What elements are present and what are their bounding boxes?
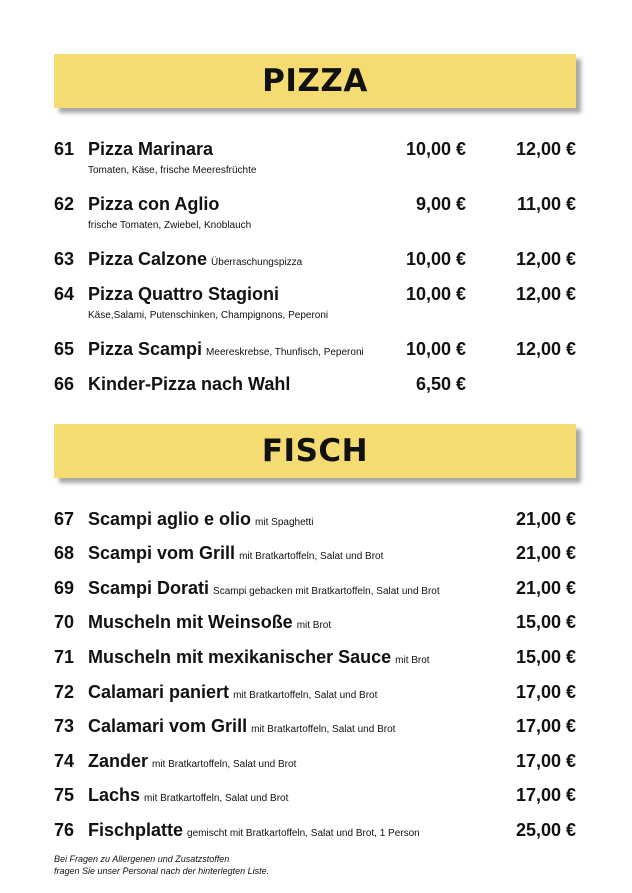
item-number: 67	[54, 509, 75, 529]
item-price-small: 10,00 €	[405, 249, 466, 269]
item-note: mit Bratkartoffeln, Salat und Brot	[233, 690, 378, 701]
item-price-large: 12,00 €	[515, 249, 576, 269]
item-price: 15,00 €	[515, 647, 576, 667]
menu-item-62	[54, 194, 594, 231]
item-price: 21,00 €	[515, 543, 576, 563]
item-name-text: Zander	[88, 751, 149, 771]
menu-item-68	[54, 543, 594, 567]
item-price: 25,00 €	[515, 820, 576, 840]
item-name-text: Pizza Calzone	[88, 249, 208, 269]
allergen-notice	[54, 853, 269, 877]
allergen-notice-line1: Bei Fragen zu Allergenen und Zusatzstoffen	[54, 854, 230, 864]
menu-item-63	[54, 249, 594, 273]
item-note: mit Bratkartoffeln, Salat und Brot	[239, 551, 384, 562]
item-price-small: 9,00 €	[415, 194, 466, 214]
item-price-small: 10,00 €	[405, 139, 466, 159]
item-note: mit Bratkartoffeln, Salat und Brot	[251, 724, 396, 735]
item-number: 70	[54, 612, 75, 632]
item-price-large: 12,00 €	[515, 139, 576, 159]
item-name	[88, 612, 331, 633]
item-note: mit Brot	[296, 620, 332, 631]
item-number: 75	[54, 785, 75, 805]
item-note: Scampi gebacken mit Bratkartoffeln, Salat und Brot	[213, 586, 440, 597]
item-price: 21,00 €	[515, 578, 576, 598]
item-number: 68	[54, 543, 75, 563]
item-price: 17,00 €	[515, 682, 576, 702]
menu-item-71	[54, 647, 594, 671]
item-number: 65	[54, 339, 75, 359]
item-name-text: Pizza Scampi	[88, 339, 203, 359]
item-name	[88, 139, 213, 160]
item-number: 66	[54, 374, 75, 394]
item-price: 17,00 €	[515, 716, 576, 736]
item-price: 15,00 €	[515, 612, 576, 632]
item-name	[88, 716, 395, 737]
item-price: 17,00 €	[515, 785, 576, 805]
item-note: Überraschungspizza	[211, 257, 303, 268]
item-name	[88, 339, 364, 360]
item-name-text: Scampi Dorati	[88, 578, 210, 598]
item-price: 17,00 €	[515, 751, 576, 771]
menu-item-69	[54, 578, 594, 602]
menu-item-66	[54, 374, 594, 398]
item-name-text: Pizza Quattro Stagioni	[88, 284, 280, 304]
item-price-large: 12,00 €	[515, 339, 576, 359]
item-name	[88, 751, 296, 772]
item-name-text: Scampi vom Grill	[88, 543, 236, 563]
menu-item-70	[54, 612, 594, 636]
item-note: gemischt mit Bratkartoffeln, Salat und Brot, 1 Person	[187, 828, 420, 839]
item-note: mit Bratkartoffeln, Salat und Brot	[144, 793, 289, 804]
fisch-section-header	[54, 424, 576, 478]
item-name	[88, 647, 430, 668]
item-description: frische Tomaten, Zwiebel, Knoblauch	[88, 220, 252, 231]
item-name-text: Scampi aglio e olio	[88, 509, 252, 529]
item-price-small: 6,50 €	[415, 374, 466, 394]
menu-item-65	[54, 339, 594, 363]
item-number: 64	[54, 284, 75, 304]
item-name	[88, 543, 383, 564]
item-number: 76	[54, 820, 75, 840]
item-number: 72	[54, 682, 75, 702]
item-number: 61	[54, 139, 75, 159]
item-name	[88, 249, 302, 270]
menu-item-73	[54, 716, 594, 740]
item-name-text: Muscheln mit mexikanischer Sauce	[88, 647, 392, 667]
menu-item-67	[54, 509, 594, 533]
item-note: mit Spaghetti	[255, 517, 314, 528]
item-note: Meereskrebse, Thunfisch, Peperoni	[206, 347, 364, 358]
item-name	[88, 820, 420, 841]
item-name-text: Kinder-Pizza nach Wahl	[88, 374, 291, 394]
menu-item-75	[54, 785, 594, 809]
menu-item-61	[54, 139, 594, 176]
item-name	[88, 194, 219, 215]
item-note: mit Brot	[395, 655, 430, 666]
item-price: 21,00 €	[515, 509, 576, 529]
item-name-text: Calamari paniert	[88, 682, 230, 702]
item-price-small: 10,00 €	[405, 284, 466, 304]
pizza-section-header	[54, 54, 576, 108]
menu-item-64	[54, 284, 594, 321]
item-number: 69	[54, 578, 75, 598]
item-number: 74	[54, 751, 75, 771]
menu-item-72	[54, 682, 594, 706]
item-price-large: 11,00 €	[516, 194, 576, 214]
item-name	[88, 682, 377, 703]
item-number: 73	[54, 716, 75, 736]
item-name-text: Calamari vom Grill	[88, 716, 248, 736]
item-name	[88, 374, 290, 395]
item-price-large: 12,00 €	[515, 284, 576, 304]
allergen-notice-line2: fragen Sie unser Personal nach der hinterlegten Liste.	[54, 866, 270, 876]
item-name-text: Lachs	[88, 785, 141, 805]
item-name-text: Fischplatte	[88, 820, 184, 840]
item-number: 71	[54, 647, 75, 667]
item-name-text: Pizza Marinara	[88, 139, 214, 159]
item-name-text: Pizza con Aglio	[88, 194, 220, 214]
item-description: Tomaten, Käse, frische Meeresfrüchte	[88, 165, 257, 176]
menu-item-74	[54, 751, 594, 775]
item-number: 62	[54, 194, 75, 214]
item-name	[88, 509, 313, 530]
item-note: mit Bratkartoffeln, Salat und Brot	[152, 759, 297, 770]
item-description: Käse,Salami, Putenschinken, Champignons, Peperoni	[88, 310, 329, 321]
item-name	[88, 284, 279, 305]
item-number: 63	[54, 249, 75, 269]
menu-item-76	[54, 820, 594, 844]
item-name	[88, 578, 440, 599]
item-name-text: Muscheln mit Weinsoße	[88, 612, 293, 632]
pizza-section-title: PIZZA	[262, 63, 368, 99]
fisch-section-title: FISCH	[261, 433, 369, 469]
item-price-small: 10,00 €	[405, 339, 466, 359]
item-name	[88, 785, 288, 806]
